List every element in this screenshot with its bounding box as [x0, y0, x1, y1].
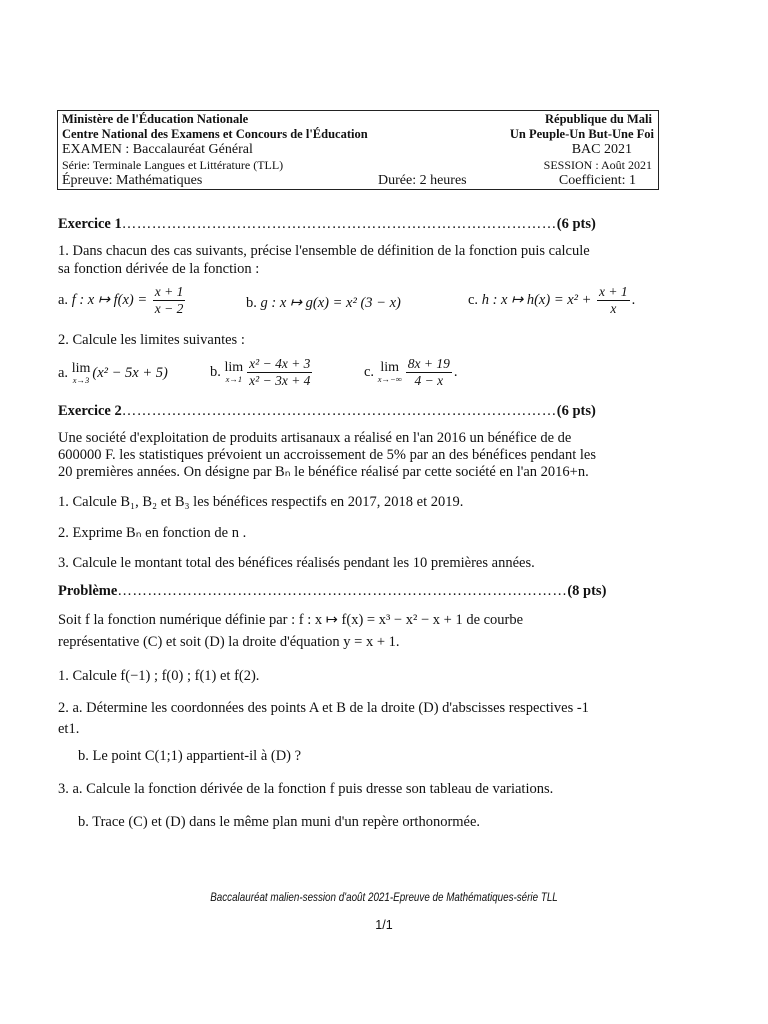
- fa-lhs: f : x ↦ f(x) =: [71, 291, 148, 308]
- lc-denominator: 4 − x: [414, 373, 444, 388]
- centre-label: Centre National des Examens et Concours de l'Éducation: [62, 127, 368, 141]
- lc-lim-word: lim: [380, 360, 400, 375]
- prob-q2a-line1: 2. a. Détermine les coordonnées des points A et B de la droite (D) d'abscisses respectives -1: [58, 700, 589, 716]
- ex2-points: (6 pts): [556, 403, 596, 419]
- republic-label: République du Mali: [545, 112, 652, 126]
- ex2-title: Exercice 2: [58, 403, 122, 419]
- exam-header-box: [57, 110, 659, 190]
- la-label: a.: [58, 364, 69, 381]
- fb-label: b.: [246, 295, 257, 311]
- lb-numerator: x² − 4x + 3: [249, 356, 311, 371]
- ex1-points: (6 pts): [556, 216, 596, 232]
- prob-q3b: b. Trace (C) et (D) dans le même plan muni d'un repère orthonormée.: [78, 814, 481, 830]
- ex1-dots: ……………………………………………………………………………: [121, 216, 557, 232]
- ex1-heading: [58, 216, 596, 233]
- duree-label: Durée: 2 heures: [378, 173, 467, 188]
- ex1-q1-line2: sa fonction dérivée de la fonction :: [58, 261, 260, 277]
- ex2-q2: 2. Exprime Bₙ en fonction de n .: [58, 525, 247, 541]
- lc-end: .: [453, 363, 458, 380]
- bac-label: BAC 2021: [571, 142, 632, 157]
- prob-q2b: b. Le point C(1;1) appartient-il à (D) ?: [78, 748, 302, 764]
- prob-paragraph-line1: Soit f la fonction numérique définie par : f : x ↦ f(x) = x³ − x² − x + 1 de courbe: [58, 612, 524, 628]
- ex2-paragraph-line1: Une société d'exploitation de produits artisanaux a réalisé en l'an 2016 un bénéfice de de: [58, 430, 572, 446]
- lc-lim-sub: x→−∞: [377, 374, 402, 384]
- prob-q1: 1. Calcule f(−1) ; f(0) ; f(1) et f(2).: [58, 668, 260, 684]
- lb-denominator: x² − 3x + 4: [249, 373, 311, 388]
- lb-fraction: [247, 356, 312, 389]
- lc-label: c.: [364, 363, 375, 380]
- lb-lim-sub: x→1: [225, 374, 243, 384]
- ex1-title: Exercice 1: [58, 216, 122, 232]
- prob-dots: ………………………………………………………………………………: [117, 583, 568, 599]
- serie-label: Série: Terminale Langues et Littérature (TLL): [62, 158, 284, 172]
- limit-c-row: [364, 356, 458, 389]
- fc-label: c.: [468, 291, 479, 308]
- ex2-dots: ……………………………………………………………………………: [121, 403, 557, 419]
- la-lim: [72, 362, 91, 385]
- epreuve-label: Épreuve: Mathématiques: [62, 173, 203, 188]
- la-lim-word: lim: [71, 361, 91, 376]
- ex2-paragraph-line3: 20 premières années. On désigne par Bₙ le bénéfice réalisé par cette société en l'an 2016+n.: [58, 464, 589, 480]
- fc-fraction: [597, 284, 630, 317]
- prob-points: (8 pts): [567, 583, 607, 599]
- prob-q2a-line2: et1.: [58, 721, 80, 737]
- motto-label: Un Peuple-Un But-Une Foi: [509, 127, 654, 141]
- ex2-paragraph-line2: 600000 F. les statistiques prévoient un accroissement de 5% par an des bénéfices pendant les: [58, 447, 597, 463]
- fc-numerator: x + 1: [599, 284, 628, 299]
- limit-b-row: [210, 356, 314, 389]
- lb-label: b.: [210, 363, 221, 380]
- lb-lim: [225, 361, 244, 384]
- lc-lim: [378, 361, 402, 384]
- session-label: SESSION : Août 2021: [543, 158, 652, 172]
- fc-end: .: [631, 291, 636, 308]
- la-expr: (x² − 5x + 5): [92, 364, 168, 381]
- lc-numerator: 8x + 19: [407, 356, 450, 371]
- lc-fraction: [406, 356, 452, 389]
- ex1-q2: 2. Calcule les limites suivantes :: [58, 332, 245, 348]
- fa-fraction: [153, 284, 186, 317]
- footer-text: Baccalauréat malien-session d'août 2021-Epreuve de Mathématiques-série TLL: [210, 890, 558, 904]
- ministry-label: Ministère de l'Éducation Nationale: [62, 112, 249, 126]
- fb-row: [246, 295, 401, 312]
- la-lim-sub: x→3: [72, 375, 90, 385]
- lb-lim-word: lim: [224, 360, 244, 375]
- fa-label: a.: [58, 291, 69, 308]
- fc-denominator: x: [610, 301, 617, 316]
- fc-lhs: h : x ↦ h(x) = x² +: [481, 291, 592, 308]
- prob-heading: [58, 583, 606, 600]
- ex2-heading: [58, 403, 596, 420]
- coef-label: Coefficient: 1: [558, 173, 636, 188]
- fc-row: [468, 284, 635, 317]
- ex2-q1: 1. Calcule B₁, B₂ et B₃ les bénéfices respectifs en 2017, 2018 et 2019.: [58, 494, 464, 510]
- page-number: 1/1: [375, 918, 393, 932]
- prob-q3a: 3. a. Calcule la fonction dérivée de la fonction f puis dresse son tableau de variations.: [58, 781, 554, 797]
- fa-numerator: x + 1: [154, 284, 184, 299]
- prob-paragraph-line2: représentative (C) et soit (D) la droite d'équation y = x + 1.: [58, 634, 400, 650]
- fa-denominator: x − 2: [154, 301, 184, 316]
- prob-title: Problème: [58, 583, 118, 599]
- ex1-functions-row: [58, 284, 187, 317]
- ex2-q3: 3. Calcule le montant total des bénéfices réalisés pendant les 10 premières années.: [58, 555, 535, 571]
- fb-expr: g : x ↦ g(x) = x² (3 − x): [260, 295, 401, 311]
- exam-label: EXAMEN : Baccalauréat Général: [62, 142, 253, 157]
- ex1-q1-line1: 1. Dans chacun des cas suivants, précise l'ensemble de définition de la fonction puis calcule: [58, 243, 590, 259]
- limit-a-row: [58, 362, 168, 385]
